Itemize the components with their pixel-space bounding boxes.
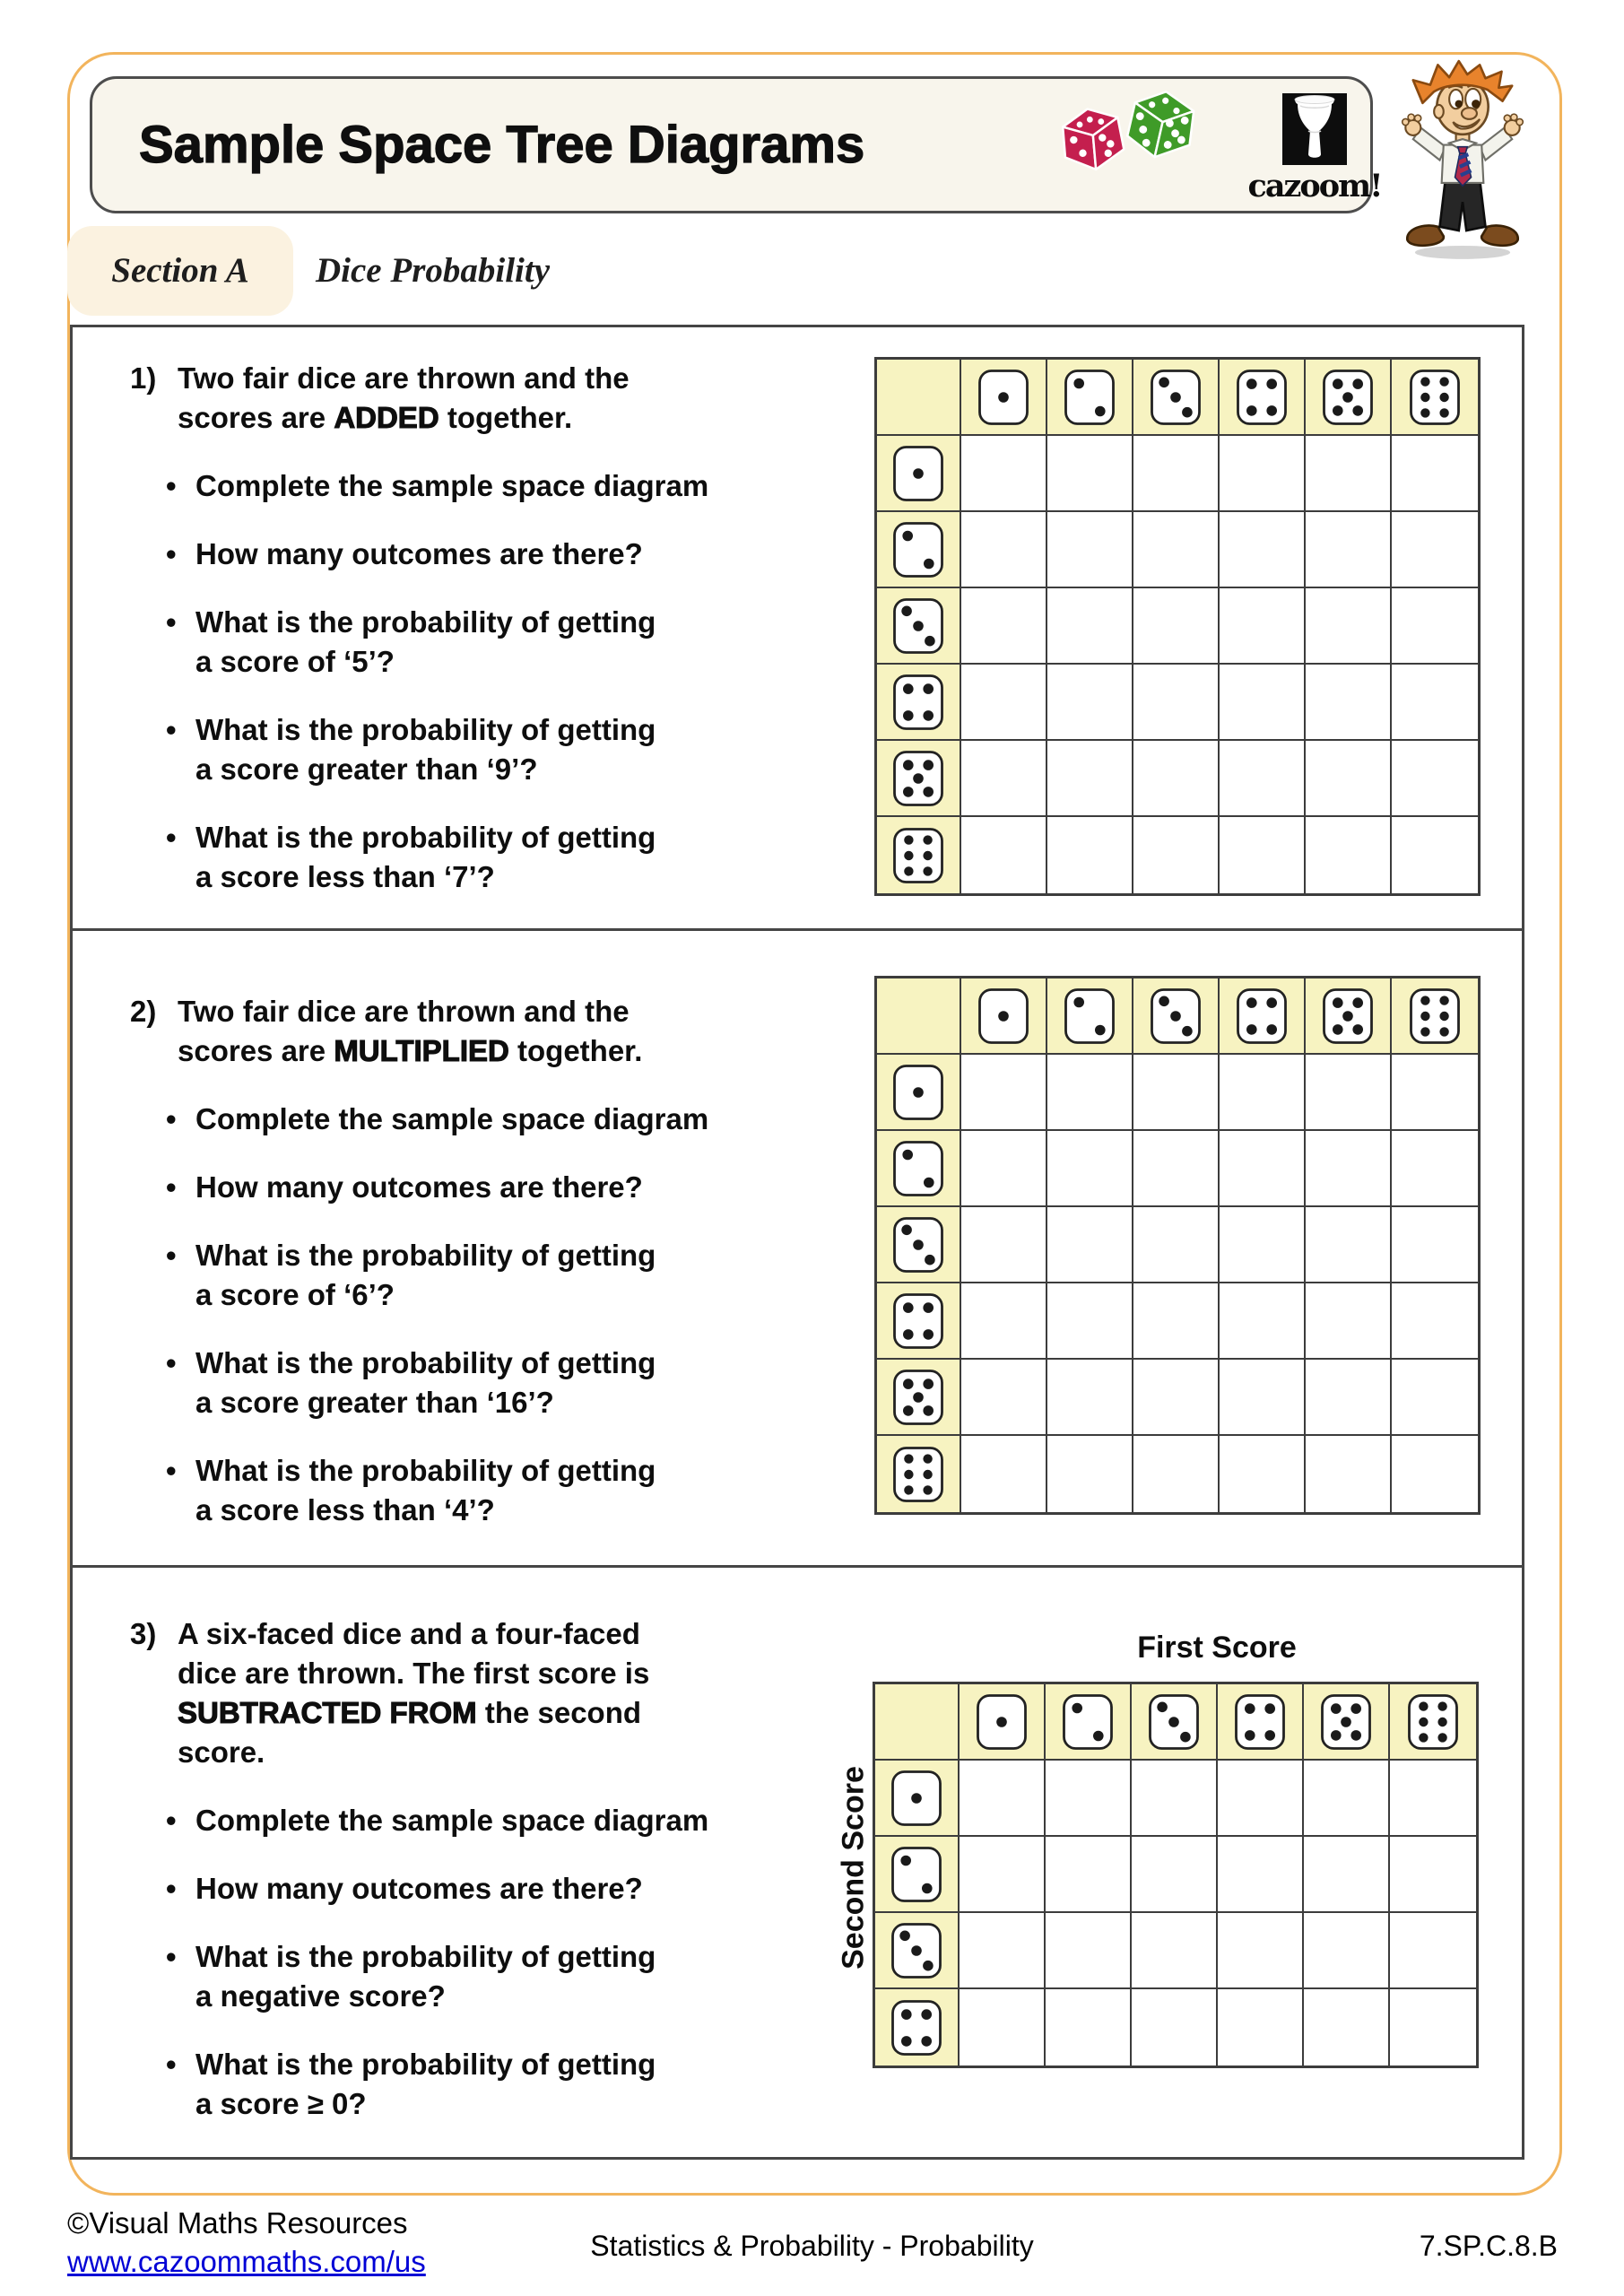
die-face-2: [893, 1141, 943, 1196]
grid-answer-cell: [1390, 1989, 1476, 2066]
section-title: Dice Probability: [316, 251, 551, 290]
question-1-intro: 1) Two fair dice are thrown and the scores are ADDED together.: [130, 359, 883, 438]
question-bullet: • What is the probability of getting a score greater than ‘9’?: [130, 710, 883, 789]
die-face-4: [1237, 370, 1287, 425]
dice-pair-icon: [1052, 86, 1240, 212]
question-2-intro: 2) Two fair dice are thrown and the scores are MULTIPLIED together.: [130, 992, 883, 1071]
grid-answer-cell: [961, 1436, 1047, 1512]
grid-answer-cell: [1047, 512, 1133, 588]
grid-answer-cell: [961, 817, 1047, 893]
bullet-icon: •: [166, 1102, 177, 1135]
grid-answer-cell: [1132, 1837, 1218, 1913]
die-face-5: [893, 1370, 943, 1425]
grid-answer-cell: [1306, 1436, 1392, 1512]
grid-answer-cell: [1304, 1989, 1390, 2066]
grid-column-header-die-6: [1392, 978, 1478, 1055]
die-face-5: [1323, 988, 1373, 1044]
grid-answer-cell: [961, 436, 1047, 512]
grid-answer-cell: [1218, 1761, 1304, 1837]
question-number: 1): [130, 361, 157, 395]
question-bullet: • How many outcomes are there?: [130, 1168, 883, 1207]
cazoom-logo-text: cazoom!: [1247, 168, 1382, 204]
grid-answer-cell: [1133, 588, 1220, 665]
grid-row-header-die-1: [875, 1761, 960, 1837]
grid-answer-cell: [1304, 1913, 1390, 1989]
grid-answer-cell: [1046, 1913, 1132, 1989]
grid-answer-cell: [1218, 1989, 1304, 2066]
bullet-icon: •: [166, 1170, 177, 1204]
bullet-icon: •: [166, 1239, 177, 1272]
die-face-1: [891, 1770, 942, 1826]
question-2-text: [130, 992, 883, 1530]
sample-space-grid-1: [874, 357, 1481, 896]
grid-answer-cell: [1133, 1207, 1220, 1283]
grid-answer-cell: [1047, 1436, 1133, 1512]
grid-answer-cell: [1133, 741, 1220, 817]
grid-answer-cell: [1390, 1837, 1476, 1913]
grid-row-header-die-1: [877, 1055, 961, 1131]
grid-answer-cell: [1133, 665, 1220, 741]
grid-answer-cell: [1306, 436, 1392, 512]
question-bullet: • What is the probability of getting a score of ‘6’?: [130, 1236, 883, 1315]
die-face-3: [891, 1923, 942, 1979]
grid-answer-cell: [1220, 1207, 1306, 1283]
grid-answer-cell: [1392, 665, 1478, 741]
bullet-icon: •: [166, 1940, 177, 1973]
grid-answer-cell: [1047, 436, 1133, 512]
footer-copyright: ©Visual Maths Resources: [67, 2206, 408, 2239]
question-bullet: • Complete the sample space diagram: [130, 1100, 883, 1139]
grid-answer-cell: [1392, 1283, 1478, 1360]
sample-space-grid-3: [873, 1682, 1479, 2068]
grid-answer-cell: [1133, 1360, 1220, 1436]
die-face-6: [893, 1447, 943, 1502]
question-bullet: • Complete the sample space diagram: [130, 466, 883, 506]
question-bullet: • What is the probability of getting a score less than ‘4’?: [130, 1451, 883, 1530]
die-face-6: [1410, 370, 1460, 425]
grid-row-header-die-4: [875, 1989, 960, 2066]
grid-answer-cell: [1220, 1436, 1306, 1512]
grid-answer-cell: [1046, 1837, 1132, 1913]
die-face-2: [1063, 1694, 1113, 1750]
grid-row-header-die-5: [877, 741, 961, 817]
grid-column-header-die-1: [961, 978, 1047, 1055]
die-face-3: [1151, 370, 1201, 425]
grid-answer-cell: [1306, 1055, 1392, 1131]
grid-answer-cell: [960, 1837, 1046, 1913]
grid-row-header-die-5: [877, 1360, 961, 1436]
grid-answer-cell: [1392, 1207, 1478, 1283]
mascot-right-hand: [1504, 114, 1523, 135]
grid-answer-cell: [1392, 741, 1478, 817]
grid-answer-cell: [1390, 1913, 1476, 1989]
grid-column-header-die-6: [1392, 360, 1478, 436]
grid-answer-cell: [1306, 1283, 1392, 1360]
grid-column-header-die-2: [1047, 978, 1133, 1055]
sample-space-grid-2: [874, 976, 1481, 1515]
grid-answer-cell: [1390, 1761, 1476, 1837]
grid-row-header-die-3: [877, 588, 961, 665]
die-face-4: [893, 674, 943, 730]
die-face-5: [1323, 370, 1373, 425]
section-label: Section A: [111, 251, 249, 290]
grid-answer-cell: [1218, 1837, 1304, 1913]
question-bullet: • What is the probability of getting a score of ‘5’?: [130, 603, 883, 682]
grid-row-header-die-2: [877, 512, 961, 588]
grid-answer-cell: [1220, 817, 1306, 893]
grid-column-header-die-6: [1390, 1684, 1476, 1761]
die-face-6: [1408, 1694, 1458, 1750]
grid-answer-cell: [961, 1055, 1047, 1131]
grid-answer-cell: [1306, 1207, 1392, 1283]
bullet-icon: •: [166, 537, 177, 570]
grid-answer-cell: [961, 588, 1047, 665]
grid-answer-cell: [1392, 1360, 1478, 1436]
grid-answer-cell: [1220, 741, 1306, 817]
grid-answer-cell: [1392, 817, 1478, 893]
footer-standard-code: 7.SP.C.8.B: [1419, 2230, 1558, 2262]
grid-row-header-die-4: [877, 1283, 961, 1360]
grid-answer-cell: [961, 1131, 1047, 1207]
grid-answer-cell: [1133, 817, 1220, 893]
grid-answer-cell: [1132, 1989, 1218, 2066]
grid-column-header-die-4: [1220, 978, 1306, 1055]
grid-answer-cell: [1047, 741, 1133, 817]
question-1-text: [130, 359, 883, 897]
grid-answer-cell: [1220, 1283, 1306, 1360]
section-divider-2: [73, 1565, 1522, 1568]
die-face-6: [1410, 988, 1460, 1044]
grid-column-header-die-4: [1220, 360, 1306, 436]
question-bullet: • How many outcomes are there?: [130, 1869, 883, 1909]
mascot-character: [1395, 59, 1530, 265]
die-face-1: [893, 1065, 943, 1120]
grid-answer-cell: [1304, 1761, 1390, 1837]
grid-row-header-die-4: [877, 665, 961, 741]
worksheet-header: [90, 76, 1382, 213]
grid-answer-cell: [1047, 665, 1133, 741]
grid-answer-cell: [1392, 1131, 1478, 1207]
die-face-6: [893, 828, 943, 883]
bullet-icon: •: [166, 821, 177, 854]
grid-answer-cell: [961, 512, 1047, 588]
grid-answer-cell: [1306, 817, 1392, 893]
grid-column-header-die-2: [1047, 360, 1133, 436]
question-bullet: • How many outcomes are there?: [130, 535, 883, 574]
grid-answer-cell: [960, 1989, 1046, 2066]
grid-answer-cell: [1306, 1131, 1392, 1207]
die-face-4: [893, 1293, 943, 1349]
grid-row-header-die-6: [877, 817, 961, 893]
die-face-2: [893, 522, 943, 578]
grid-answer-cell: [1133, 1055, 1220, 1131]
grid-answer-cell: [1306, 665, 1392, 741]
section-divider-1: [73, 928, 1522, 931]
grid-answer-cell: [1392, 588, 1478, 665]
die-face-1: [978, 370, 1029, 425]
grid-answer-cell: [961, 1360, 1047, 1436]
grid-column-header-die-5: [1306, 360, 1392, 436]
grid-answer-cell: [1392, 1436, 1478, 1512]
grid-answer-cell: [1220, 1055, 1306, 1131]
die-face-3: [893, 1217, 943, 1273]
bullet-icon: •: [166, 469, 177, 502]
grid-answer-cell: [1220, 665, 1306, 741]
die-face-4: [1235, 1694, 1285, 1750]
die-face-2: [1064, 988, 1115, 1044]
die-face-1: [893, 446, 943, 501]
die-face-2: [1064, 370, 1115, 425]
grid-row-header-die-3: [877, 1207, 961, 1283]
first-score-axis-label: First Score: [1137, 1631, 1297, 1665]
question-bullet: • What is the probability of getting a negative score?: [130, 1937, 883, 2016]
grid-answer-cell: [1047, 1131, 1133, 1207]
grid-answer-cell: [1133, 1436, 1220, 1512]
grid-row-header-die-2: [877, 1131, 961, 1207]
grid-column-header-die-1: [960, 1684, 1046, 1761]
question-number: 2): [130, 995, 157, 1028]
bullet-icon: •: [166, 1872, 177, 1905]
second-score-axis-label: Second Score: [836, 1766, 871, 1970]
grid-answer-cell: [1218, 1913, 1304, 1989]
grid-answer-cell: [960, 1761, 1046, 1837]
grid-answer-cell: [1047, 1283, 1133, 1360]
bullet-icon: •: [166, 605, 177, 639]
die-face-3: [1151, 988, 1201, 1044]
die-face-5: [1321, 1694, 1371, 1750]
grid-answer-cell: [1220, 588, 1306, 665]
die-face-3: [1149, 1694, 1199, 1750]
die-face-5: [893, 751, 943, 806]
grid-answer-cell: [1392, 436, 1478, 512]
footer-topic: Statistics & Probability - Probability: [590, 2230, 1034, 2262]
grid-row-header-die-2: [875, 1837, 960, 1913]
question-bullet: • What is the probability of getting a score ≥ 0?: [130, 2045, 883, 2124]
question-3-text: [130, 1614, 883, 2124]
section-label-pill: [67, 226, 293, 316]
grid-answer-cell: [1220, 1131, 1306, 1207]
grid-answer-cell: [961, 1207, 1047, 1283]
die-face-3: [893, 598, 943, 654]
grid-column-header-die-1: [961, 360, 1047, 436]
grid-corner-cell: [877, 360, 961, 436]
grid-column-header-die-3: [1133, 360, 1220, 436]
bullet-icon: •: [166, 2048, 177, 2081]
red-die-icon: [1059, 105, 1126, 174]
page-title: Sample Space Tree Diagrams: [139, 116, 865, 174]
grid-answer-cell: [1133, 1131, 1220, 1207]
grid-corner-cell: [877, 978, 961, 1055]
bullet-icon: •: [166, 1804, 177, 1837]
grid-answer-cell: [1220, 512, 1306, 588]
grid-answer-cell: [961, 1283, 1047, 1360]
question-bullet: • Complete the sample space diagram: [130, 1801, 883, 1840]
grid-answer-cell: [1047, 817, 1133, 893]
grid-answer-cell: [1132, 1761, 1218, 1837]
grid-answer-cell: [1047, 1055, 1133, 1131]
question-bullet: • What is the probability of getting a score less than ‘7’?: [130, 818, 883, 897]
grid-answer-cell: [1046, 1761, 1132, 1837]
green-die-icon: [1125, 86, 1198, 162]
grid-corner-cell: [875, 1684, 960, 1761]
die-face-1: [978, 988, 1029, 1044]
grid-column-header-die-4: [1218, 1684, 1304, 1761]
grid-column-header-die-3: [1133, 978, 1220, 1055]
bullet-icon: •: [166, 1454, 177, 1487]
die-face-1: [977, 1694, 1027, 1750]
grid-column-header-die-3: [1132, 1684, 1218, 1761]
footer-website-link[interactable]: www.cazoommaths.com/us: [67, 2245, 426, 2278]
grid-answer-cell: [960, 1913, 1046, 1989]
die-face-4: [1237, 988, 1287, 1044]
grid-row-header-die-1: [877, 436, 961, 512]
grid-answer-cell: [1047, 1360, 1133, 1436]
question-3-intro: 3) A six-faced dice and a four-faced dice are thrown. The first score is SUBTRACTED FROM the second score.: [130, 1614, 883, 1772]
grid-answer-cell: [1392, 1055, 1478, 1131]
grid-answer-cell: [1306, 588, 1392, 665]
grid-answer-cell: [1047, 588, 1133, 665]
grid-answer-cell: [1306, 512, 1392, 588]
grid-answer-cell: [1220, 436, 1306, 512]
cazoom-logo: [1247, 93, 1382, 204]
grid-answer-cell: [1133, 512, 1220, 588]
grid-column-header-die-5: [1304, 1684, 1390, 1761]
grid-column-header-die-2: [1046, 1684, 1132, 1761]
grid-answer-cell: [1304, 1837, 1390, 1913]
die-face-4: [891, 2000, 942, 2056]
bullet-icon: •: [166, 1346, 177, 1379]
grid-answer-cell: [1133, 436, 1220, 512]
grid-row-header-die-3: [875, 1913, 960, 1989]
grid-row-header-die-6: [877, 1436, 961, 1512]
cazoom-drum-icon: [1282, 93, 1347, 165]
grid-answer-cell: [961, 665, 1047, 741]
grid-answer-cell: [1047, 1207, 1133, 1283]
die-face-2: [891, 1847, 942, 1902]
grid-answer-cell: [1220, 1360, 1306, 1436]
grid-answer-cell: [1306, 741, 1392, 817]
grid-answer-cell: [1133, 1283, 1220, 1360]
mascot-left-hand: [1403, 114, 1421, 135]
question-bullet: • What is the probability of getting a score greater than ‘16’?: [130, 1344, 883, 1422]
grid-answer-cell: [1046, 1989, 1132, 2066]
question-number: 3): [130, 1617, 157, 1650]
bullet-icon: •: [166, 713, 177, 746]
grid-column-header-die-5: [1306, 978, 1392, 1055]
grid-answer-cell: [961, 741, 1047, 817]
grid-answer-cell: [1392, 512, 1478, 588]
grid-answer-cell: [1306, 1360, 1392, 1436]
grid-answer-cell: [1132, 1913, 1218, 1989]
